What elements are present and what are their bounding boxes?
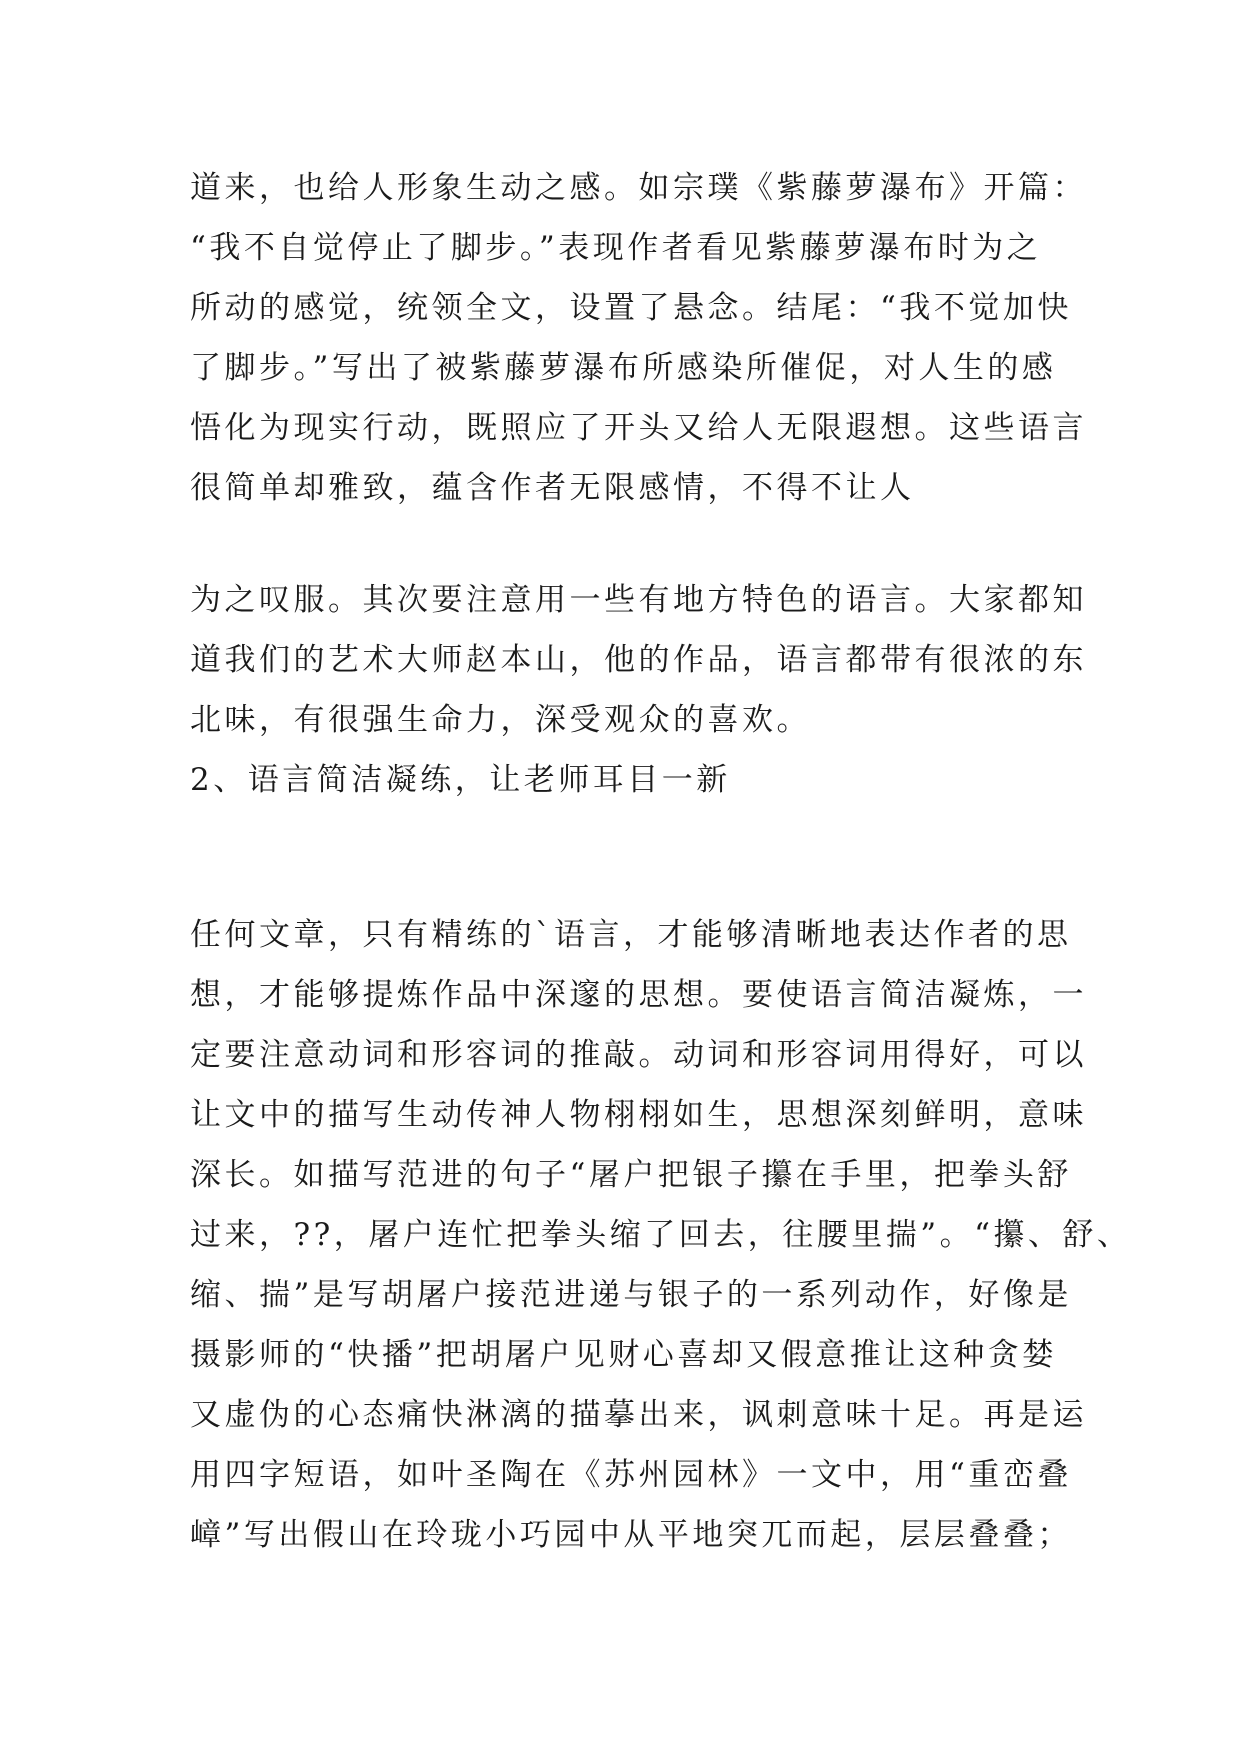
- section-heading: [190, 750, 1070, 810]
- paragraph-local-language: [190, 570, 1087, 750]
- text-line: 想，才能够提炼作品中深邃的思想。要使语言简洁凝炼，一: [190, 977, 1087, 1013]
- text-line: 道我们的艺术大师赵本山，他的作品，语言都带有很浓的东: [190, 642, 1087, 678]
- text-line: 定要注意动词和形容词的推敲。动词和形容词用得好，可以: [190, 1037, 1087, 1073]
- text-line: 摄影师的“快播”把胡屠户见财心喜却又假意推让这种贪婪: [190, 1337, 1057, 1373]
- text-line: 道来，也给人形象生动之感。如宗璞《紫藤萝瀑布》开篇：: [190, 170, 1087, 206]
- text-line: “我不自觉停止了脚步。”表现作者看见紫藤萝瀑布时为之: [190, 230, 1042, 266]
- paragraph-concise-language: [190, 905, 1132, 1565]
- heading-text: 2、语言简洁凝练，让老师耳目一新: [190, 762, 731, 798]
- text-line: 过来，??，屠户连忙把拳头缩了回去，往腰里揣”。“攥、舒、: [190, 1217, 1132, 1253]
- text-line: 任何文章，只有精练的`语言，才能够清晰地表达作者的思: [190, 917, 1072, 953]
- text-line: 为之叹服。其次要注意用一些有地方特色的语言。大家都知: [190, 582, 1087, 618]
- paragraph-purple-wisteria: [190, 158, 1087, 518]
- text-line: 缩、揣”是写胡屠户接范进递与银子的一系列动作，好像是: [190, 1277, 1072, 1313]
- text-line: 又虚伪的心态痛快淋漓的描摹出来，讽刺意味十足。再是运: [190, 1397, 1087, 1433]
- text-line: 用四字短语，如叶圣陶在《苏州园林》一文中，用“重峦叠: [190, 1457, 1072, 1493]
- text-line: 所动的感觉，统领全文，设置了悬念。结尾：“我不觉加快: [190, 290, 1072, 326]
- text-line: 深长。如描写范进的句子“屠户把银子攥在手里，把拳头舒: [190, 1157, 1072, 1193]
- text-line: 让文中的描写生动传神人物栩栩如生，思想深刻鲜明，意味: [190, 1097, 1087, 1133]
- text-line: 了脚步。”写出了被紫藤萝瀑布所感染所催促，对人生的感: [190, 350, 1057, 386]
- text-line: 北味，有很强生命力，深受观众的喜欢。: [190, 702, 811, 738]
- text-line: 很简单却雅致，蕴含作者无限感情，不得不让人: [190, 470, 915, 506]
- text-line: 悟化为现实行动，既照应了开头又给人无限遐想。这些语言: [190, 410, 1087, 446]
- text-line: 嶂”写出假山在玲珑小巧园中从平地突兀而起，层层叠叠；: [190, 1517, 1072, 1553]
